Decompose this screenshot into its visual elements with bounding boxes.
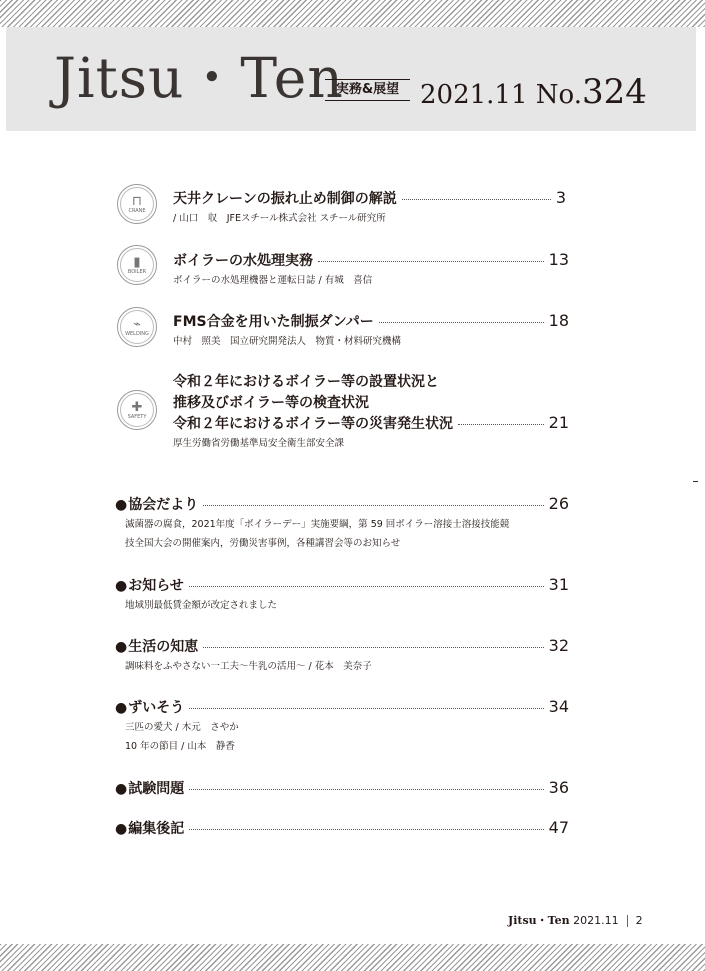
issue-date: 2021.11 — [420, 80, 528, 110]
safety-icon: ✚ SAFETY — [117, 390, 157, 430]
toc-entry-author: 厚生労働省労働基準局安全衛生部安全課 — [173, 438, 345, 449]
magazine-logo: Jitsu・Ten — [54, 46, 344, 110]
toc-entry-title: FMS合金を用いた制振ダンパー — [173, 314, 374, 330]
section-kyokai-dayori[interactable] — [115, 494, 569, 514]
section-title: 生活の知恵 — [128, 639, 199, 655]
section-seikatsu-no-chie[interactable] — [115, 636, 569, 656]
top-stripe-border — [0, 0, 705, 27]
bottom-stripe-border — [0, 944, 705, 971]
dot-leader — [189, 789, 543, 790]
bullet-icon: ● — [115, 700, 128, 716]
toc-entry-title-line1[interactable]: 令和２年におけるボイラー等の設置状況と — [173, 374, 439, 390]
section-title: 試験問題 — [128, 781, 185, 797]
dot-leader — [203, 505, 543, 506]
section-title: お知らせ — [128, 578, 184, 594]
issue-number-prefix: No. — [535, 80, 583, 110]
toc-entry-author: / 山口 収 JFEスチール株式会社 スチール研究所 — [173, 213, 386, 224]
section-page: 32 — [548, 636, 569, 655]
dot-leader — [203, 647, 543, 648]
section-title: 協会だより — [128, 497, 199, 513]
bullet-icon: ● — [115, 781, 128, 797]
section-page: 47 — [548, 818, 569, 837]
toc-entry-fms-damper[interactable] — [173, 311, 569, 331]
footer-divider — [627, 915, 628, 927]
margin-tick — [693, 481, 698, 482]
dot-leader — [402, 199, 551, 200]
bullet-icon: ● — [115, 821, 128, 837]
footer-logo: Jitsu・Ten — [508, 914, 570, 927]
section-subtext: 10 年の節目 / 山本 静香 — [125, 741, 235, 752]
boiler-icon: ▮ BOILER — [117, 245, 157, 285]
toc-entry-author: ボイラーの水処理機器と運転日誌 / 有城 喜信 — [173, 275, 373, 286]
toc-entry-title: ボイラーの水処理実務 — [173, 253, 313, 269]
dot-leader — [189, 708, 543, 709]
page-footer — [508, 912, 643, 928]
issue-number: 324 — [582, 72, 647, 112]
section-subtext: 調味料をふやさない一工夫～牛乳の活用～ / 花本 美奈子 — [125, 661, 372, 672]
toc-entry-title: 天井クレーンの振れ止め制御の解説 — [173, 191, 397, 207]
toc-entry-page: 13 — [548, 250, 569, 269]
section-title: ずいそう — [128, 700, 185, 716]
toc-entry-page: 18 — [548, 311, 569, 330]
crane-icon: ⊓ CRANE — [117, 184, 157, 224]
dot-leader — [189, 829, 543, 830]
dot-leader — [379, 322, 544, 323]
dot-leader — [318, 261, 544, 262]
toc-entry-page: 21 — [548, 413, 569, 432]
dot-leader — [458, 424, 544, 425]
section-zuisou[interactable] — [115, 697, 569, 717]
section-page: 36 — [548, 778, 569, 797]
section-page: 31 — [548, 575, 569, 594]
section-subtext: 滅菌器の腐食，2021年度「ボイラーデー」実施要綱，第 59 回ボイラー溶接士溶接技能競 — [125, 519, 510, 530]
section-oshirase[interactable] — [115, 575, 569, 595]
section-subtext: 地域別最低賃金額が改定されました — [125, 600, 278, 611]
toc-entry-page: 3 — [555, 188, 566, 207]
dot-leader — [189, 586, 544, 587]
section-henshu-koki[interactable] — [115, 818, 569, 838]
section-title: 編集後記 — [128, 821, 185, 837]
bullet-icon: ● — [115, 497, 128, 513]
footer-date: 2021.11 — [573, 914, 619, 927]
toc-entry-title: 令和２年におけるボイラー等の災害発生状況 — [173, 416, 453, 432]
toc-entry-title-line2[interactable]: 推移及びボイラー等の検査状況 — [173, 395, 369, 411]
section-shiken-mondai[interactable] — [115, 778, 569, 798]
toc-entry-boiler-statistics[interactable] — [173, 413, 569, 433]
section-subtext: 技全国大会の開催案内，労働災害事例，各種講習会等のお知らせ — [125, 538, 401, 549]
welding-icon: ⌁ WELDING — [117, 307, 157, 347]
section-page: 34 — [548, 697, 569, 716]
toc-entry-author: 中村 照美 国立研究開発法人 物質・材料研究機構 — [173, 336, 402, 347]
bullet-icon: ● — [115, 578, 128, 594]
toc-entry-crane[interactable] — [173, 188, 566, 208]
bullet-icon: ● — [115, 639, 128, 655]
magazine-subtitle: 実務&展望 — [325, 79, 410, 101]
toc-entry-boiler[interactable] — [173, 250, 569, 270]
section-page: 26 — [548, 494, 569, 513]
issue-info — [420, 72, 647, 115]
footer-page-number: 2 — [635, 914, 643, 927]
section-subtext: 三匹の愛犬 / 木元 さやか — [125, 722, 239, 733]
